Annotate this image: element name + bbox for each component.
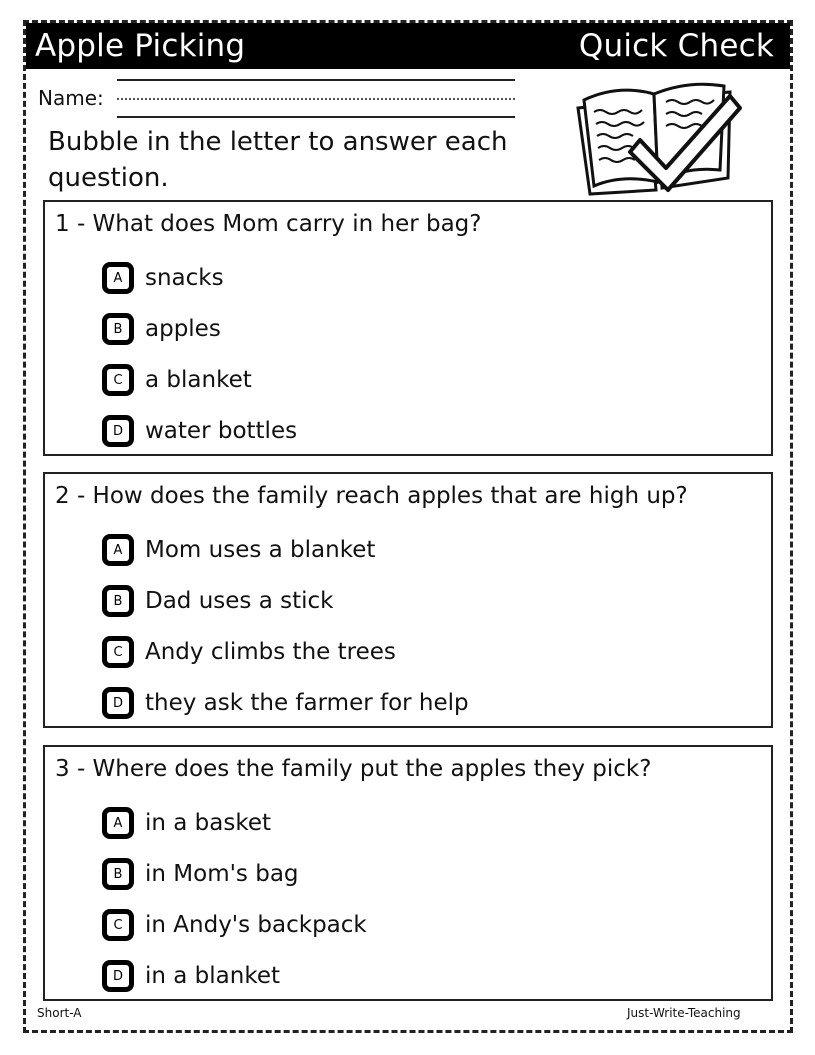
name-line-top — [117, 79, 515, 81]
answer-option-c[interactable] — [102, 636, 396, 668]
answer-option-b[interactable] — [102, 585, 333, 617]
answer-option-c[interactable] — [102, 364, 252, 396]
option-text: a blanket — [145, 367, 252, 393]
bubble-b[interactable]: B — [102, 313, 134, 345]
name-label: Name: — [38, 86, 104, 110]
bubble-a[interactable]: A — [102, 262, 134, 294]
answer-option-a[interactable] — [102, 262, 224, 294]
answer-option-d[interactable] — [102, 415, 297, 447]
option-text: water bottles — [145, 418, 298, 444]
footer-credit: Just-Write-Teaching — [627, 1006, 741, 1020]
question-box-3 — [43, 745, 773, 1001]
bubble-a[interactable]: A — [102, 807, 134, 839]
answer-option-d[interactable] — [102, 960, 280, 992]
bubble-d[interactable]: D — [102, 960, 134, 992]
option-text: Dad uses a stick — [145, 588, 334, 614]
name-line-bottom — [117, 116, 515, 118]
question-box-1 — [43, 200, 773, 456]
bubble-d[interactable]: D — [102, 687, 134, 719]
option-text: they ask the farmer for help — [145, 690, 469, 716]
question-text: 2 - How does the family reach apples that are high up? — [55, 483, 688, 509]
answer-option-b[interactable] — [102, 858, 299, 890]
instructions: Bubble in the letter to answer each question. — [48, 127, 508, 193]
name-field[interactable] — [117, 79, 515, 118]
option-text: in Andy's backpack — [145, 912, 367, 938]
bubble-c[interactable]: C — [102, 909, 134, 941]
bubble-d[interactable]: D — [102, 415, 134, 447]
footer-code: Short-A — [37, 1006, 82, 1020]
question-text: 1 - What does Mom carry in her bag? — [55, 211, 482, 237]
option-text: Mom uses a blanket — [145, 537, 376, 563]
name-line-dotted — [117, 98, 515, 100]
question-text: 3 - Where does the family put the apples they pick? — [55, 756, 652, 782]
answer-option-c[interactable] — [102, 909, 367, 941]
option-text: Andy climbs the trees — [145, 639, 396, 665]
open-book-checkmark-icon — [570, 78, 745, 196]
bubble-c[interactable]: C — [102, 364, 134, 396]
option-text: in Mom's bag — [145, 861, 299, 887]
answer-option-a[interactable] — [102, 807, 271, 839]
worksheet-title: Apple Picking — [35, 28, 246, 64]
option-text: snacks — [145, 265, 224, 291]
worksheet-subtitle: Quick Check — [578, 28, 774, 64]
answer-option-a[interactable] — [102, 534, 375, 566]
answer-option-d[interactable] — [102, 687, 469, 719]
option-text: apples — [145, 316, 221, 342]
option-text: in a blanket — [145, 963, 281, 989]
bubble-b[interactable]: B — [102, 858, 134, 890]
question-box-2 — [43, 472, 773, 728]
header-bar — [26, 23, 790, 69]
bubble-a[interactable]: A — [102, 534, 134, 566]
bubble-b[interactable]: B — [102, 585, 134, 617]
answer-option-b[interactable] — [102, 313, 221, 345]
bubble-c[interactable]: C — [102, 636, 134, 668]
option-text: in a basket — [145, 810, 272, 836]
